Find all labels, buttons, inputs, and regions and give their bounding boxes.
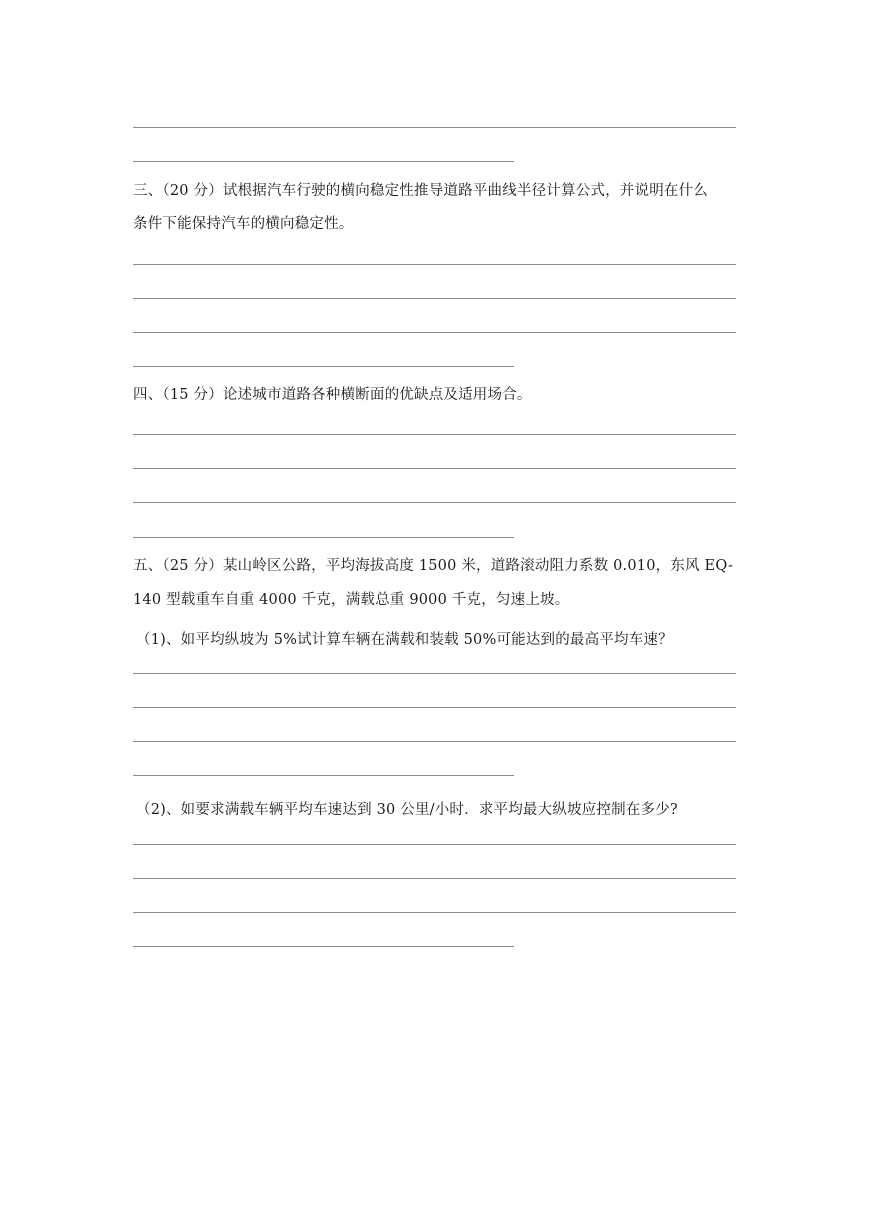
answer-line <box>133 161 514 162</box>
question-5-sub-2: （2)、如要求满载车辆平均车速达到 30 公里/小时．求平均最大纵坡应控制在多少? <box>136 802 678 818</box>
answer-line <box>133 434 736 435</box>
answer-line <box>133 127 736 128</box>
question-3-line-1: 三、（20 分）试根据汽车行驶的横向稳定性推导道路平曲线半径计算公式，并说明在什么 <box>133 183 709 199</box>
answer-line <box>133 332 736 333</box>
question-3-line-2: 条件下能保持汽车的横向稳定性。 <box>133 216 354 232</box>
answer-line <box>133 878 736 879</box>
answer-line <box>133 468 736 469</box>
answer-line <box>133 707 736 708</box>
answer-line <box>133 366 514 367</box>
answer-line <box>133 502 736 503</box>
answer-line <box>133 298 736 299</box>
question-4-line-1: 四、（15 分）论述城市道路各种横断面的优缺点及适用场合。 <box>133 387 532 403</box>
answer-line <box>133 673 736 674</box>
question-5-line-2: 140 型载重车自重 4000 千克，满载总重 9000 千克，匀速上坡。 <box>133 592 570 608</box>
question-5-line-1: 五、（25 分）某山岭区公路，平均海拔高度 1500 米，道路滚动阻力系数 0.010，东风 EQ- <box>133 558 734 574</box>
answer-line <box>133 537 514 538</box>
answer-line <box>133 741 736 742</box>
answer-line <box>133 946 514 947</box>
answer-line <box>133 775 514 776</box>
answer-line <box>133 264 736 265</box>
question-5-sub-1: （1)、如平均纵坡为 5%试计算车辆在满载和装载 50%可能达到的最高平均车速？ <box>136 632 673 648</box>
answer-line <box>133 912 736 913</box>
answer-line <box>133 844 736 845</box>
